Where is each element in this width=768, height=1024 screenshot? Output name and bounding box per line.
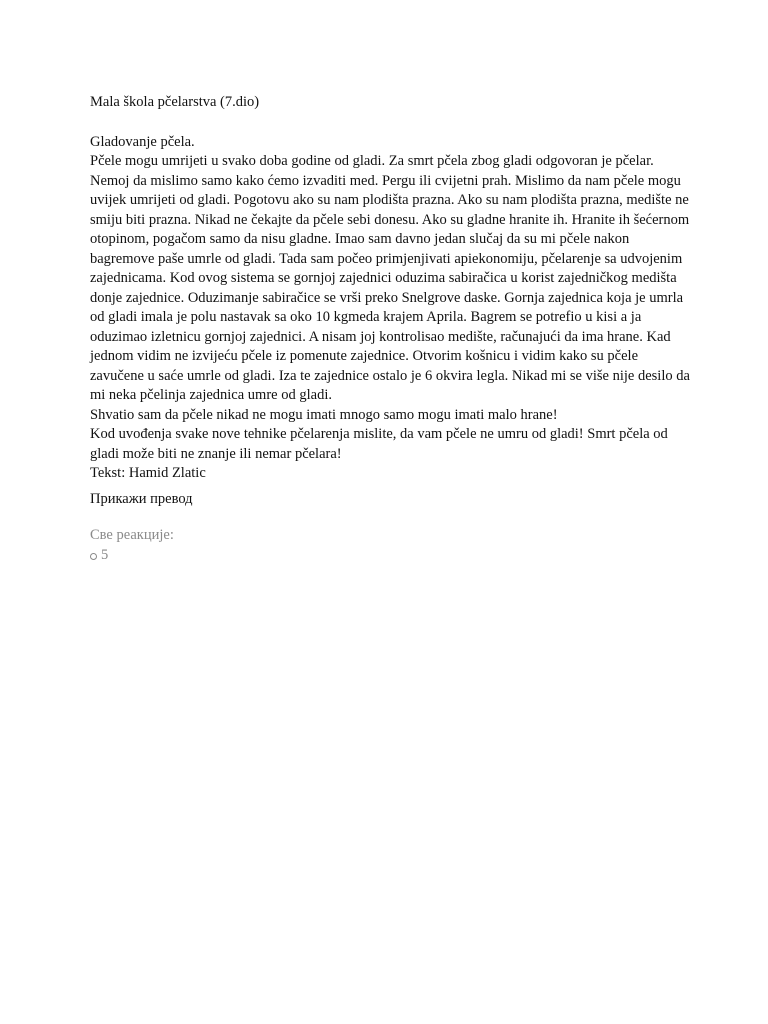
post-paragraph-conclusion: Shvatio sam da pčele nikad ne mogu imati mnogo samo mogu imati malo hrane! — [90, 406, 558, 423]
post-paragraph-advice: Kod uvođenja svake nove tehnike pčelarenja mislite, da vam pčele ne umru od gladi! Smrt pčela od gladi može biti ne znanje ili nemar pčelara! — [90, 426, 668, 462]
reaction-icon — [90, 553, 97, 560]
post-author: Tekst: Hamid Zlatic — [90, 465, 206, 481]
reactions-section — [90, 526, 690, 565]
post-title: Mala škola pčelarstva (7.dio) — [90, 94, 260, 110]
reactions-count-row[interactable] — [90, 546, 690, 566]
post-body — [90, 133, 690, 484]
reactions-label[interactable]: Све реакције: — [90, 527, 174, 543]
show-translation-button[interactable]: Прикажи превод — [90, 490, 193, 507]
reactions-count: 5 — [101, 546, 109, 563]
post-subtitle: Gladovanje pčela. — [90, 133, 195, 150]
post-paragraph-main: Pčele mogu umrijeti u svako doba godine od gladi. Za smrt pčela zbog gladi odgovoran je pčelar. Nemoj da mislimo samo kako ćemo izvaditi med. Pergu ili cvijetni prah. Mislimo da nam pčele mogu uvijek umrijeti od gladi. Pogotovu ako su nam plodišta prazna. Ako su nam plodišta prazna, medište ne smiju biti prazna. Nikad ne čekajte da pčele sebi donesu. Ako su gladne hranite ih. Hranite ih šećernom otopinom, pogačom samo da nisu gladne. Imao sam davno jedan slučaj da su mi pčele nakon bagremove paše umrle od gladi. Tada sam počeo primjenjivati apiekonomiju, pčelarenje sa udvojenim zajednicama. Kod ovog sistema se gornjoj zajednici oduzima sabiračica u korist zajedničkog medišta donje zajednice. Oduzimanje sabiračice se vrši preko Snelgrove daske. Gornja zajednica koja je umrla od gladi imala je polu nastavak sa oko 10 kgmeda krajem Aprila. Bagrem se potrefio u kisi a ja oduzimao izletnicu gornjoj zajednici. A nisam joj kontrolisao medište, računajući da ima hrane. Kad jednom vidim ne izvijeću pčele iz pomenute zajednice. Otvorim košnicu i vidim kako su pčele zavučene u saće umrle od gladi. Iza te zajednice ostalo je 6 okvira legla. Nikad mi se više nije desilo da mi neka pčelinja zajednica umre od gladi. — [90, 153, 690, 403]
post-container — [90, 93, 690, 565]
